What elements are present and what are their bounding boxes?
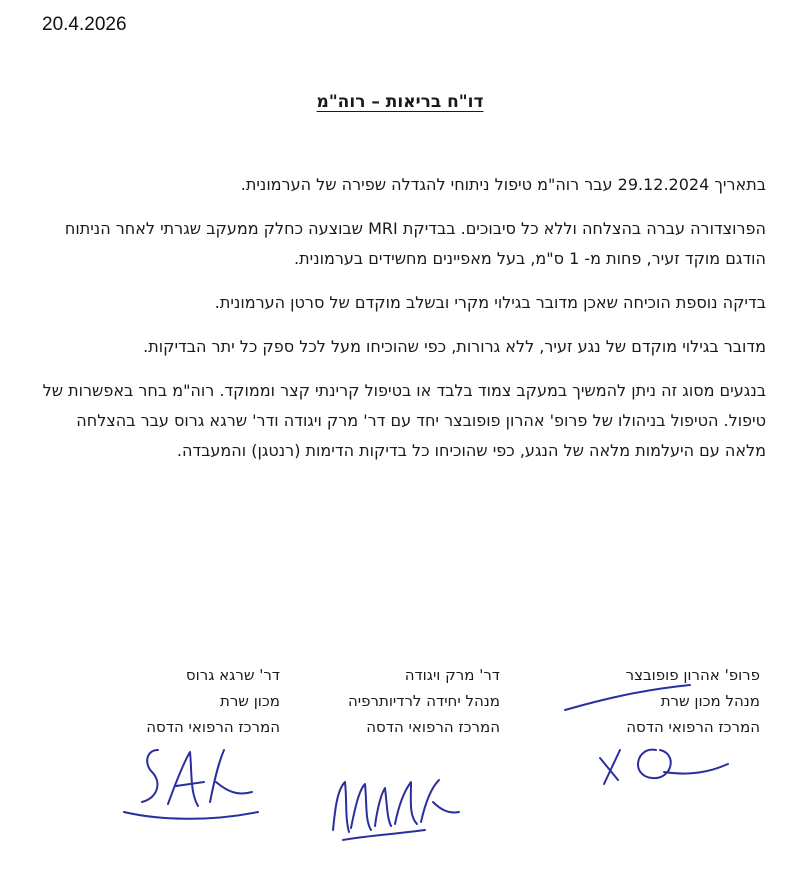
signatory-institution: המרכז הרפואי הדסה xyxy=(146,718,280,736)
signatory-role: מכון שרת xyxy=(219,692,280,710)
paragraph: בנגעים מסוג זה ניתן להמשיך במעקב צמוד בלבד או בטיפול קרינתי קצר וממוקד. רוה"מ בחר באפשרות של טיפול. הטיפול בניהולו של פרופ' אהרון פופובצר יחד עם דר' מרק ויגודה ודר' שרגא גרוס עבר בהצלחה מלאה עם היעלמות מלאה של הנגע, כפי שהוכיחו כל בדיקות הדימות (רנטגן) והמעבדה. xyxy=(42,381,766,460)
signature-gross xyxy=(118,742,268,827)
signatory-name: דר' שרגא גרוס xyxy=(185,666,280,684)
document-body xyxy=(36,170,766,480)
signatory-role: מנהל יחידה לרדיותרפיה xyxy=(347,692,500,710)
signatory-role: מנהל מכון שרת xyxy=(660,692,760,710)
signatory-block-gross xyxy=(146,662,280,740)
paragraph: בדיקה נוספת הוכיחה שאכן מדובר בגילוי מקרי ובשלב מוקדם של סרטן הערמונית. xyxy=(214,293,766,312)
signatory-name: פרופ' אהרון פופובצר xyxy=(625,666,760,684)
paragraph: הפרוצדורה עברה בהצלחה וללא כל סיבוכים. בבדיקת MRI שבוצעה כחלק ממעקב שגרתי לאחר הניתוח הודגם מוקד זעיר, פחות מ- 1 ס"מ, בעל מאפיינים מחשידים בערמונית. xyxy=(64,219,766,268)
signature-popovtzer xyxy=(560,680,760,790)
paragraph: בתאריך 29.12.2024 עבר רוה"מ טיפול ניתוחי להגדלה שפירה של הערמונית. xyxy=(240,175,766,194)
signatory-institution: המרכז הרפואי הדסה xyxy=(626,718,760,736)
document-title: דו"ח בריאות – רוה"מ xyxy=(316,92,484,112)
paragraph: מדובר בגילוי מוקדם של נגע זעיר, ללא גרורות, כפי שהוכיחו מעל לכל ספק כל יתר הבדיקות. xyxy=(143,337,766,356)
signatory-block-vigoda xyxy=(348,662,500,740)
signatory-institution: המרכז הרפואי הדסה xyxy=(366,718,500,736)
signature-vigoda xyxy=(325,760,475,855)
document-date: 20.4.2026 xyxy=(42,14,127,35)
signatory-name: דר' מרק ויגודה xyxy=(404,666,500,684)
